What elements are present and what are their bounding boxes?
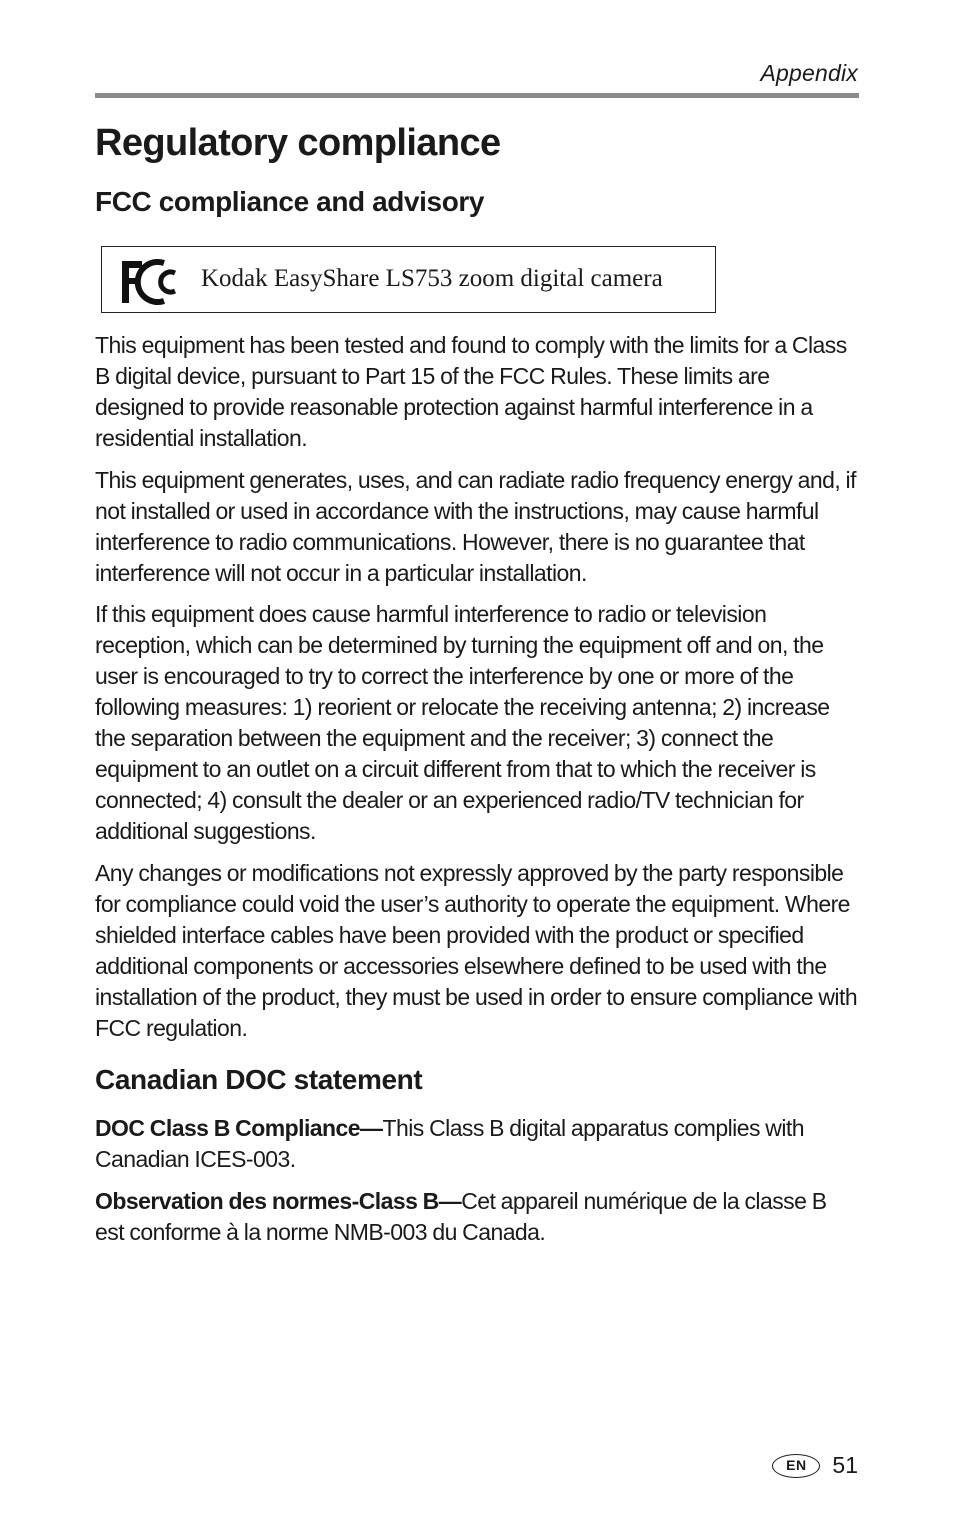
doc-statement-text: Cet appareil numérique de la classe B est conforme à la norme NMB-003 du Canada. [95, 1188, 827, 1245]
fcc-paragraph: If this equipment does cause harmful interference to radio or television reception, which can be determined by turning the equipment off and on, the user is encouraged to try to correct the interference by one or more of the following measures: 1) reorient or relocate the receiving antenna; 2) increase the separation between the equipment and the receiver; 3) connect the equipment to an outlet on a circuit different from that to which the receiver is connected; 4) consult the dealer or an experienced radio/TV technician for additional suggestions. [95, 601, 830, 844]
fcc-paragraph: This equipment generates, uses, and can radiate radio frequency energy and, if not installed or used in accordance with the instructions, may cause harmful interference to radio communications. However, there is no guarantee that interference will not occur in a particular installation. [95, 467, 856, 586]
canada-section-heading: Canadian DOC statement [95, 1064, 423, 1095]
doc-statement [95, 1113, 859, 1175]
doc-statement-label: DOC Class B Compliance— [95, 1115, 383, 1141]
fcc-section-heading: FCC compliance and advisory [95, 186, 485, 217]
page-footer [772, 1452, 858, 1479]
doc-statement-label: Observation des normes-Class B— [95, 1188, 462, 1214]
fcc-model-name: Kodak EasyShare LS753 zoom digital camera [201, 265, 663, 292]
fcc-label-box [101, 246, 716, 313]
fcc-logo-icon [120, 259, 184, 310]
language-badge: EN [772, 1454, 820, 1478]
page-title: Regulatory compliance [95, 122, 501, 164]
fcc-paragraph: Any changes or modifications not expressly approved by the party responsible for compliance could void the user’s authority to operate the equipment. Where shielded interface cables have been provided with the product or specified additional components or accessories elsewhere defined to be used with the installation of the product, they must be used in order to ensure compliance with FCC regulation. [95, 860, 858, 1041]
page-number: 51 [832, 1452, 858, 1478]
fcc-paragraph: This equipment has been tested and found to comply with the limits for a Class B digital device, pursuant to Part 15 of the FCC Rules. These limits are designed to provide reasonable protection against harmful interference in a residential installation. [95, 332, 847, 451]
running-header: Appendix [760, 60, 858, 86]
doc-statement-text: This Class B digital apparatus complies with Canadian ICES-003. [95, 1115, 804, 1172]
header-rule [95, 93, 859, 98]
doc-statement [95, 1186, 859, 1248]
